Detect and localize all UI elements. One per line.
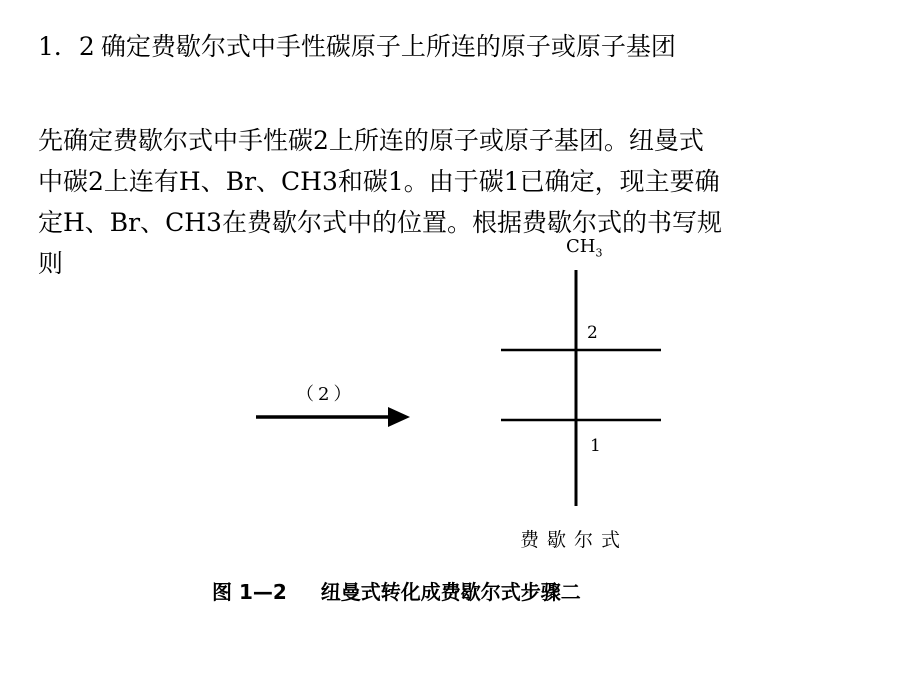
paragraph-line: 定H、Br、CH3在费歇尔式中的位置。根据费歇尔式的书写规 [38, 208, 722, 237]
paragraph-line: 先确定费歇尔式中手性碳2上所连的原子或原子基团。纽曼式 [38, 126, 704, 155]
ch3-group-label: $CH_3$ [566, 236, 603, 260]
section-number: 1．2 [38, 32, 95, 61]
fischer-formula-label: 费歇尔式 [520, 529, 629, 551]
figure-number: 图 1—2 [212, 580, 287, 604]
paragraph-line: 则 [38, 249, 64, 278]
figure-caption-text: 纽曼式转化成费歇尔式步骤二 [320, 580, 581, 604]
arrow-head [388, 407, 410, 427]
section-title: 确定费歇尔式中手性碳原子上所连的原子或原子基团 [100, 32, 676, 61]
paragraph-line: 中碳2上连有H、Br、CH3和碳1。由于碳1已确定，现主要确 [38, 167, 720, 196]
figure-caption [212, 576, 581, 605]
step-label: （2） [296, 384, 356, 405]
carbon-1-label: 1 [590, 436, 601, 456]
carbon-2-label: 2 [587, 323, 598, 343]
